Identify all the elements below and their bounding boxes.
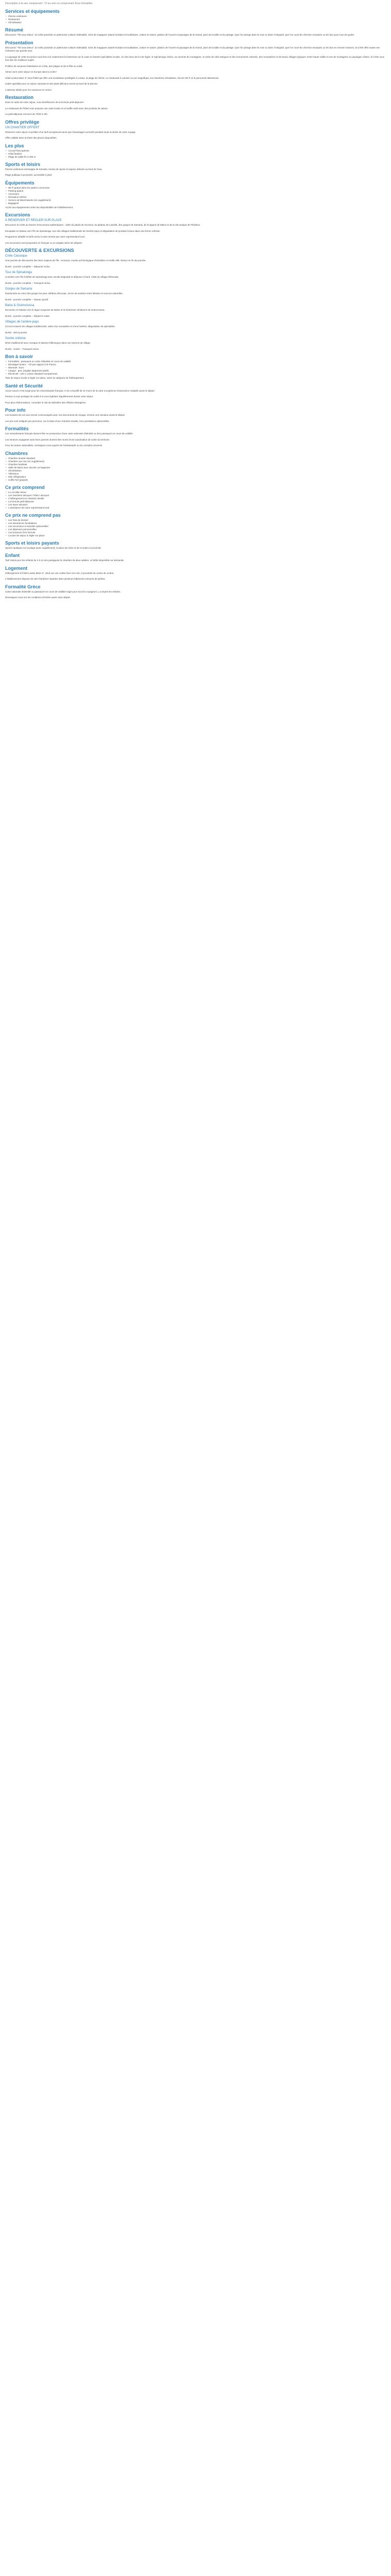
list-item: • Chambre double standard	[5, 457, 386, 460]
list-item: • Chambre familiale	[5, 463, 386, 466]
sports-title: Sports et loisirs	[5, 161, 41, 167]
restauration-text: Dans le cadre de votre séjour, vous bénéficierez de la formule petit-déjeuner.	[5, 101, 85, 104]
bonasavoir-text: Taxe de séjour locale à régler sur place, selon la catégorie de l'hébergement.	[5, 377, 85, 379]
ceprix-title: Ce prix comprend	[5, 484, 45, 490]
decouverte-block-text: Dîner traditionnel avec musique et danses folkloriques dans une taverne de village.	[5, 342, 91, 344]
list-item: • Piscine extérieure	[5, 15, 386, 18]
list-item: • L'hébergement en chambre double	[5, 497, 386, 500]
list-item: • Les boissons hors formule	[5, 531, 386, 534]
list-item: • Télévision	[5, 472, 386, 476]
presentation-text: Découvrez "Tib sous Dieux", la Crête possède un patrimoine culturel indéniable, riche de magiques naturel bordant et troublantes, culture et nature, plaisirs de l'ouvert et paysages de la Grand, joies de la table et du partage. Que l'on plonge dans le rose ou dans l'Antiquité, que l'on court les chemins escarpés ou les lacs en remote maisons, la Crète offre toutes ses richesses aux grands tous.	[5, 46, 380, 52]
chambres-list	[5, 457, 386, 482]
restauration-title: Restauration	[5, 95, 34, 100]
excursions-title: Excursions	[5, 212, 30, 217]
decouverte-block-text: Circuit à travers les villages traditionnels, visite d'un monastère et d'une huilerie, dégustation de spécialités.	[5, 325, 116, 328]
list-item: • Bagagerie	[5, 202, 386, 205]
list-item: • Plage de sable fin à 200 m	[5, 156, 386, 159]
cenest-title: Ce prix ne comprend pas	[5, 512, 61, 518]
list-item: • Les dépenses personnelles	[5, 528, 386, 531]
plus-title: Les plus	[5, 143, 24, 148]
list-item: • Réception 24h/24	[5, 196, 386, 199]
formalite-grece-text: Carte nationale d'identité ou passeport en cours de validité exigé pour tous les voyageurs, y compris les enfants.	[5, 590, 121, 593]
list-item: • Ascenseur	[5, 193, 386, 196]
formalite-grece-text: Renseignez-vous sur les conditions d'entrée avant votre départ.	[5, 596, 71, 599]
decouverte-block-info: Durée : journée complète – Niveau sportif	[5, 298, 48, 301]
decouverte-title: DÉCOUVERTE & EXCURSIONS	[5, 248, 74, 253]
list-item: • Langue : grec (anglais largement parlé)	[5, 369, 386, 372]
sante-text: Aucun vaccin n'est exigé pour les ressortissants français. Il est conseillé de se munir de la carte européenne d'assurance maladie avant le départ.	[5, 389, 155, 392]
restauration-text: Le petit-déjeuner est servi de 7h30 à 10h.	[5, 113, 48, 115]
decouverte-block-info: Durée : journée complète – Transport inclus	[5, 281, 51, 284]
list-item: • Les taxes aéroport	[5, 503, 386, 506]
logement-title: Logement	[5, 565, 28, 571]
decouverte-block-text: Excursion en bateau vers le lagon turquoise de Balos et la forteresse vénitienne de Gramvoussa.	[5, 309, 105, 311]
offres-text: Réservez votre séjour et profitez d'un tarif exceptionnel ainsi que d'avantages exclusifs pendant toute la durée de votre voyage.	[5, 130, 136, 133]
list-item: • Chambre vue mer (en supplément)	[5, 460, 386, 463]
excursions-text: Les excursions sont proposées en français ou en anglais selon les départs.	[5, 241, 83, 244]
hotel-text: Cadre agréable pour un séjour reposant et des plats délicieux servis au bord de la piscine.	[5, 82, 98, 85]
list-item: • Wi-Fi gratuit dans les parties communes	[5, 187, 386, 190]
excursions-text: Découvrez la Crète au travers d'excursions authentiques : visite du palais de Knossos, du plateau de Lassithi, des gorges de Samaria, de la lagune de Balos et de la cité antique de Phaistos.	[5, 224, 201, 226]
pourinfo-text: Les prix sont indiqués par personne, sur la base d'une chambre double, hors prestations optionnelles.	[5, 419, 110, 422]
decouverte-block-title: Gorges de Samaria	[5, 287, 32, 291]
resume-title: Résumé	[5, 27, 24, 32]
decouverte-block-title: Soirée crétoise	[5, 337, 26, 340]
decouverte-block	[5, 254, 386, 268]
sante-title: Santé et Sécurité	[5, 383, 43, 388]
list-item: • Restaurant	[5, 18, 386, 21]
enfant-text: Tarif réduit pour les enfants de 2 à 12 ans partageant la chambre de deux adultes. Lit bébé disponible sur demande.	[5, 559, 124, 562]
formalites-text: Les mineurs voyageant sans leurs parents doivent être munis d'une autorisation de sortie du territoire.	[5, 438, 110, 441]
list-item: • Accueil francophone	[5, 149, 386, 152]
decouverte-block-title: Balos & Gramvoussa	[5, 304, 35, 307]
list-item: • Mini-réfrigérateur	[5, 476, 386, 479]
list-item: • Décalage horaire : +1h par rapport à la France	[5, 363, 386, 366]
ceprix-list	[5, 491, 386, 510]
presentation-text: Profitez de vacances balnéaires en Crète, des plages et de la fête au soleil.	[5, 64, 83, 67]
cenest-list	[5, 519, 386, 537]
decouverte-block	[5, 287, 386, 301]
sports-paid-text: Sports nautiques sur la plage (avec supplément), location de vélos et de scooters à proximité.	[5, 546, 102, 549]
excursions-subtitle: À RÉSERVER ET RÉGLER SUR PLACE	[5, 219, 62, 222]
list-item: • Les assurances facultatives	[5, 522, 386, 525]
offres-text: Offre valable dans la limite des places disponibles.	[5, 137, 57, 139]
services-list	[5, 15, 386, 24]
offres-subtitle: UN CHANTIER OFFERT	[5, 126, 40, 129]
formalites-text: Pour les autres nationalités, renseignez-vous auprès de l'ambassade ou du consulat concerné.	[5, 444, 103, 447]
decouverte-block-info: Durée : journée complète – Départ le matin	[5, 314, 50, 317]
decouverte-block-text: Randonnée au cœur des gorges les plus célèbres d'Europe, 16 km de sentiers entre falaises et sources naturelles.	[5, 292, 123, 295]
logement-text: Hébergement à l'hôtel Lindos Mare 4*, situé sur une colline face à la mer, à proximité du centre de Lindos.	[5, 571, 115, 574]
list-item: • Climatisation	[5, 21, 386, 24]
services-title: Services et équipements	[5, 9, 60, 14]
list-item: • Hôtel familial	[5, 152, 386, 156]
sante-text: Pour plus d'informations, consultez le site du Ministère des Affaires étrangères.	[5, 401, 87, 404]
list-item: • Climatisation	[5, 469, 386, 472]
list-item: • Formalités : passeport ou carte d'identité en cours de validité	[5, 360, 386, 363]
list-item: • Les frais de dossier	[5, 519, 386, 522]
bonasavoir-list	[5, 360, 386, 376]
list-item: • Les excursions et activités optionnelles	[5, 525, 386, 528]
decouverte-block-title: Crète Classique	[5, 255, 27, 258]
presentation-text: Venez vivre votre séjour en Europe dans la Crète !	[5, 71, 57, 73]
sports-paid-title: Sports et loisirs payants	[5, 540, 59, 546]
decouverte-block	[5, 320, 386, 334]
presentation-text: Le paysage de cette excursion vous fera voir notamment la forteresse sur la route et d'autres spécialités locales. Un des lieux de la mer Égée, le Spinalonga crétois, au sommet de montagnes, et visite de cités antiques et des monuments culturels, des monastères et de beaux villages typiques. Entre haute vallée et ses de montagnes ou paysages côtiers, la Crète vous fera dire les meilleurs sujets.	[5, 55, 385, 61]
sports-text: Piscine extérieure aménagée de transats, terrain de sports et espace détente au bord de l'eau.	[5, 167, 103, 171]
restauration-text: Le restaurant de l'hôtel vous propose une carte locale et un buffet varié avec des produits de saison.	[5, 107, 108, 110]
decouverte-block-info: Durée : demi-journée	[5, 331, 27, 334]
list-item: • Monnaie : Euro	[5, 366, 386, 369]
page	[0, 2, 391, 600]
list-item: • Le vol aller-retour	[5, 491, 386, 494]
equipements-title: Équipements	[5, 180, 35, 185]
formalites-text: Les ressortissants français doivent être en possession d'une carte nationale d'identité ou d'un passeport en cours de validité.	[5, 432, 134, 435]
decouverte-block-info: Durée : journée complète – Déjeuner inclus	[5, 265, 50, 268]
excursions-text: Programme détaillé et tarifs remis à votre arrivée par notre représentant local.	[5, 235, 85, 238]
list-item: • Les transferts aéroport / hôtel / aéroport	[5, 494, 386, 497]
list-item: • Salle de bains avec douche ou baignoire	[5, 466, 386, 469]
equipements-list	[5, 187, 386, 205]
list-item: • Électricité : 220 V, prises standard européennes	[5, 372, 386, 376]
formalite-grece-title: Formalité Grèce	[5, 584, 41, 589]
bonasavoir-title: Bon à savoir	[5, 354, 34, 359]
list-item: • Parking gratuit	[5, 190, 386, 193]
hotel-text: L'adresse idéale pour les vacances en Grèce.	[5, 88, 53, 91]
resume-text: Découvrez "Tib sous Dieux", la Crête possède un patrimoine culturel indéniable, riche de magiques naturel bordant et troublantes, culture et nature, plaisirs de l'ouvert et paysages de la Grand, joies de la table et du partage. Que l'on plonge dans le rose ou dans l'Antiquité, que l'on court les chemins escarpés ou les lacs pour tous les goûts.	[5, 33, 355, 36]
list-item: • La formule petit-déjeuner	[5, 500, 386, 503]
decouverte-block-info: Durée : soirée – Transport inclus	[5, 347, 39, 350]
formalites-title: Formalités	[5, 426, 29, 431]
decouverte-block	[5, 303, 386, 318]
decouverte-block-text: Croisière vers l'île fortifiée de Spinalonga avec escale baignade et déjeuner à bord. Visite du village d'Elounda.	[5, 276, 119, 278]
pourinfo-title: Pour info	[5, 408, 26, 413]
decouverte-block-title: Tour de Spinalonga	[5, 271, 32, 274]
list-item: • L'assistance de notre représentant local	[5, 506, 386, 510]
list-item: • Service de blanchisserie (en supplément)	[5, 199, 386, 202]
equipements-text: Accès aux équipements selon les disponibilités de l'établissement.	[5, 206, 74, 209]
hotel-text: Hôtel Lindos Mare 4* sera l'hôtel qui offre une localisation privilégiée à Lindos, la plage de Vlicha. Le restaurant à volonté, la vue magnifique, les chambres climatisées, l'accès Wi-Fi et le personnel attentionné.	[5, 76, 219, 79]
chambres-title: Chambres	[5, 450, 28, 456]
list-item: • La taxe de séjour à régler sur place	[5, 534, 386, 537]
sante-text: Pensez à vous protéger du soleil et à vous hydrater régulièrement durant votre séjour.	[5, 395, 94, 398]
logement-text: L'établissement dispose de 150 chambres réparties dans plusieurs bâtiments entourés de jardins.	[5, 578, 106, 580]
decouverte-block-text: Une journée de découverte des sites majeurs de l'île : Knossos, musée archéologique d'Héraklion et vieille ville. Retour en fin de journée.	[5, 259, 146, 262]
excursions-text: Escapade en bateau vers l'île de Spinalonga, tour des villages traditionnels de l'arrière-pays et dégustation de produits locaux dans une ferme crétoise.	[5, 229, 160, 232]
decouverte-block	[5, 270, 386, 285]
enfant-title: Enfant	[5, 553, 20, 558]
offres-title: Offres privilège	[5, 119, 40, 125]
sports-text: Plage publique à proximité, accessible à pied.	[5, 174, 53, 176]
pourinfo-text: Les horaires de vol vous seront communiqués avec vos documents de voyage, environ une semaine avant le départ.	[5, 414, 125, 416]
plus-list	[5, 149, 386, 159]
decouverte-block-title: Villages de l'arrière-pays	[5, 320, 39, 324]
list-item: • Coffre-fort (payant)	[5, 479, 386, 482]
presentation-title: Présentation	[5, 40, 34, 45]
decouverte-block	[5, 336, 386, 351]
breadcrumb: Description à la une comprenant : Cf au sein ou comprenant Sous formalités	[5, 2, 93, 5]
